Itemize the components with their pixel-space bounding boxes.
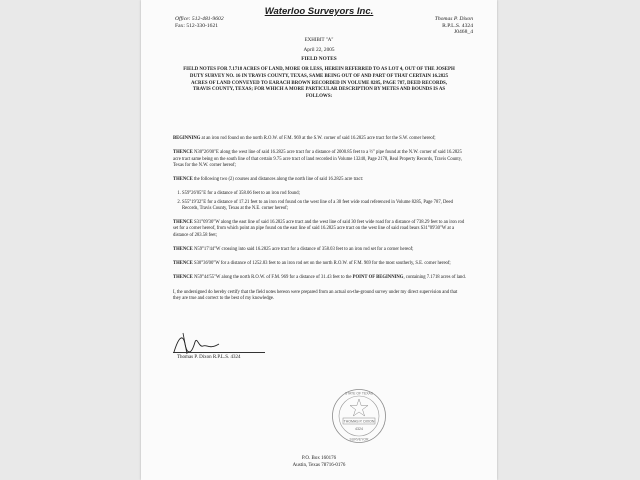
paragraph-thence-5 <box>173 261 466 267</box>
po-box: P.O. Box 160176 <box>301 456 337 461</box>
fax-number: Fax: 512-330-1621 <box>175 23 219 29</box>
seal-number: 4324 <box>355 427 363 431</box>
exhibit-label: EXHIBIT "A" <box>304 38 334 43</box>
course-item: 1. S59°26'05"E for a distance of 358.06 feet to an iron rod found; <box>182 191 466 197</box>
footer-address <box>141 456 497 469</box>
surveyor-seal-icon <box>331 388 387 444</box>
document-title: FIELD NOTES <box>301 56 337 62</box>
paragraph-text: S31°09'30"W along the east line of said 16.2825 acre tract and the west line of said 30 feet wide road for a distance of 738.29 feet to an iron rod set for a corner hereof, from which point an pipe found on the east line of said 16.2825 acre tract on the west line of said road bears S31°09'30"W at a distance of 283.58 feet; <box>173 220 465 238</box>
document-page <box>141 0 497 480</box>
paragraph-thence-1 <box>173 150 466 169</box>
paragraph-lead: THENCE <box>173 246 193 252</box>
paragraph-lead: THENCE <box>173 275 193 281</box>
paragraph-lead: THENCE <box>173 261 193 266</box>
paragraph-text: N30°26'00"E along the west line of said 16.2825 acre tract for a distance of 2000.85 feet to a ½" pipe found at the N.W. corner of said 16.2825 acre tract same being on the south line of that certain 9.75 acre tract of land recorded in Volume 13240, Page 2178, Real Property Records, Travis County, Texas for the N.W. corner hereof; <box>173 150 462 168</box>
courses-list <box>173 191 466 212</box>
paragraph-text: the following two (2) courses and distances along the north line of said 16.2825 acre tract: <box>192 177 364 182</box>
seal-bottom-text: SURVEYOR <box>349 437 369 442</box>
paragraph-thence-4 <box>173 247 466 253</box>
paragraph-thence-3 <box>173 220 466 239</box>
signature-line <box>173 352 265 353</box>
office-phone: Office: 512-481-9602 <box>175 16 224 22</box>
paragraph-lead: THENCE <box>173 177 193 182</box>
city-state-zip: Austin, Texas 78716-0176 <box>292 462 346 468</box>
company-name: Waterloo Surveyors Inc. <box>264 6 374 17</box>
paragraph-lead: THENCE <box>173 150 193 156</box>
paragraph-thence-2 <box>173 177 466 183</box>
paragraph-thence-6 <box>173 275 466 281</box>
paragraph-beginning <box>173 136 466 142</box>
seal-top-text: STATE OF TEXAS <box>344 391 374 396</box>
paragraph-text: N59°17'44"W crossing into said 16.2825 acre tract for a distance of 358.03 feet to an iron rod set for a corner hereof; <box>192 246 414 252</box>
course-item: 2. S55°19'32"E for a distance of 17.21 feet to an iron rod found on the west line of a 30 feet wide road referenced in Volume 8285, Page 787, Deed Records, Travis County, Texas at the N.E. corner hereof; <box>182 200 466 213</box>
seal-name: THOMAS P. DIXON <box>343 419 375 424</box>
paragraph-text: , containing 7.1718 acres of land. <box>403 275 466 281</box>
paragraph-text: at an iron rod found on the north R.O.W. of F.M. 969 at the S.W. corner of said 16.2825 acre tract for the S.W. corner hereof; <box>200 136 436 141</box>
paragraph-lead: BEGINNING <box>173 136 201 141</box>
surveyor-rpls: R.P.L.S. 4324 <box>442 22 473 29</box>
header-contact <box>175 16 224 30</box>
certification-statement: I, the undersigned do hereby certify that the field notes hereon were prepared from an actual on-the-ground survey under my direct supervision and that they are true and correct to the best of my knowledge. <box>173 289 458 301</box>
signature-scribble-icon <box>169 330 227 358</box>
header-surveyor <box>435 16 473 36</box>
job-number: J0468_4 <box>454 29 473 36</box>
document-heading: FIELD NOTES FOR 7.1718 ACRES OF LAND, MORE OR LESS, HEREIN REFERRED TO AS LOT 4, OUT OF THE JOSEPH DUTY SURVEY NO. 16 IN TRAVIS COUNTY, TEXAS, SAME BEING OUT OF AND PART OF THAT CERTAIN 16.2825 ACRES OF LAND CONVEYED TO EARACH BROWN RECORDED IN VOLUME 8285, PAGE 787, DEED RECORDS, TRAVIS COUNTY, TEXAS; FOR WHICH A MORE PARTICULAR DESCRIPTION BY METES AND BOUNDS IS AS FOLLOWS: <box>183 67 455 100</box>
document-date: April 22, 2005 <box>303 47 335 53</box>
paragraph-text: N59°44'55"W along the north R.O.W. of F.M. 969 for a distance of 31.43 feet to the <box>192 275 353 281</box>
paragraph-lead: THENCE <box>173 220 193 225</box>
field-notes-body <box>173 136 466 310</box>
surveyor-name: Thomas P. Dixon <box>434 16 473 22</box>
signature-name: Thomas P. Dixon R.P.L.S. 4324 <box>177 355 241 360</box>
paragraph-text: S30°36'00"W for a distance of 1252.83 feet to an iron rod set on the north R.O.W. of F.M. 969 for the most southerly, S.E. corner hereof; <box>192 261 451 266</box>
point-of-beginning: POINT OF BEGINNING <box>352 275 404 281</box>
